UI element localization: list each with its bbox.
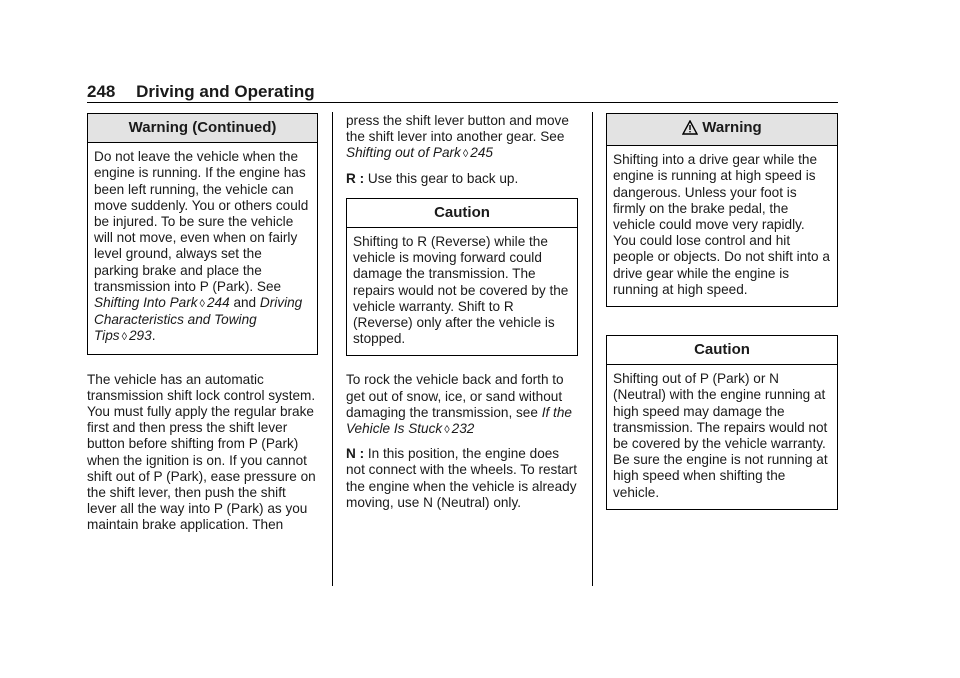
- ref-shifting-out-of-park[interactable]: Shifting out of Park: [346, 145, 461, 161]
- column-divider-2: [592, 112, 593, 586]
- caution-title: Caution: [347, 199, 577, 228]
- ref-page-293[interactable]: 293: [129, 328, 152, 344]
- neutral-paragraph: [346, 446, 578, 511]
- and-text: and: [233, 295, 257, 311]
- xref-icon: ◊: [444, 424, 450, 437]
- intro-paragraph: [346, 113, 578, 163]
- column-1: [87, 113, 318, 534]
- xref-icon: ◊: [462, 148, 469, 161]
- caution-box-reverse: [346, 198, 578, 357]
- intro-text: press the shift lever button and move the shift lever into another gear. See: [346, 113, 569, 145]
- caution-box-high-speed: [606, 335, 838, 510]
- ref-vehicle-stuck[interactable]: If the Vehicle Is Stuck: [346, 404, 572, 437]
- warning-header: [607, 114, 837, 146]
- column-divider-1: [332, 112, 333, 586]
- column-2: [346, 113, 578, 511]
- reverse-label: R :: [346, 170, 365, 186]
- header-rule: [87, 102, 838, 103]
- ref-page-232[interactable]: 232: [451, 421, 475, 437]
- page-header: [87, 82, 315, 102]
- ref-shifting-into-park[interactable]: Shifting Into Park: [94, 295, 198, 311]
- warning-body: Shifting into a drive gear while the engine is running at high speed is dangerous. Unless your foot is firmly on the brake pedal, the vehicle could move very rapidly. You could lose control and hit people or objects. Do not shift into a drive gear while the engine is running at high speed.: [613, 152, 830, 297]
- neutral-label: N :: [346, 446, 365, 462]
- ref-driving-characteristics[interactable]: Driving Characteristics and Towing Tips: [94, 295, 303, 344]
- column-3: [606, 113, 838, 510]
- warning-continued-title: Warning (Continued): [88, 114, 317, 143]
- reverse-paragraph: [346, 171, 578, 187]
- rock-text: To rock the vehicle back and forth to get out of snow, ice, or sand without damaging the transmission, see: [346, 372, 564, 420]
- xref-icon: ◊: [121, 331, 127, 344]
- caution-body: Shifting to R (Reverse) while the vehicle is moving forward could damage the transmission. The repairs would not be covered by the vehicle warranty. Shift to R (Reverse) only after the vehicle is stopped.: [353, 234, 569, 347]
- ref-page-245[interactable]: 245: [470, 145, 493, 161]
- caution-title: Caution: [607, 336, 837, 365]
- xref-icon: ◊: [199, 298, 205, 311]
- warning-triangle-icon: [682, 120, 698, 139]
- period: .: [151, 328, 156, 344]
- warning-continued-box: [87, 113, 318, 355]
- warning-box: [606, 113, 838, 307]
- rock-paragraph: [346, 372, 578, 438]
- ref-page-244[interactable]: 244: [206, 295, 230, 311]
- section-title: Driving and Operating: [136, 82, 315, 101]
- warning-continued-body: [88, 143, 317, 353]
- shift-lock-paragraph: The vehicle has an automatic transmission shift lock control system. You must fully apply the regular brake first and then press the shift lever button before shifting from P (Park) when the ignition is on. If you cannot shift out of P (Park), ease pressure on the shift lever, then push the shift lever all the way into P (Park) as you maintain brake application. Then: [87, 371, 316, 533]
- warning-continued-text: Do not leave the vehicle when the engine is running. If the engine has been left running, the vehicle can move suddenly. You or others could be injured. To be sure the vehicle will not move, even when on fairly level ground, always set the parking brake and place the transmission into P (Park). See: [94, 149, 309, 294]
- warning-title: Warning: [702, 119, 762, 136]
- page-number: 248: [87, 82, 116, 101]
- caution-body: Shifting out of P (Park) or N (Neutral) with the engine running at high speed may damage the transmission. The repairs would not be covered by the vehicle warranty. Be sure the engine is not running at high speed when shifting the vehicle.: [613, 371, 828, 500]
- neutral-text: In this position, the engine does not connect with the wheels. To restart the engine when the vehicle is already moving, use N (Neutral) only.: [346, 446, 577, 510]
- reverse-text: Use this gear to back up.: [367, 170, 519, 186]
